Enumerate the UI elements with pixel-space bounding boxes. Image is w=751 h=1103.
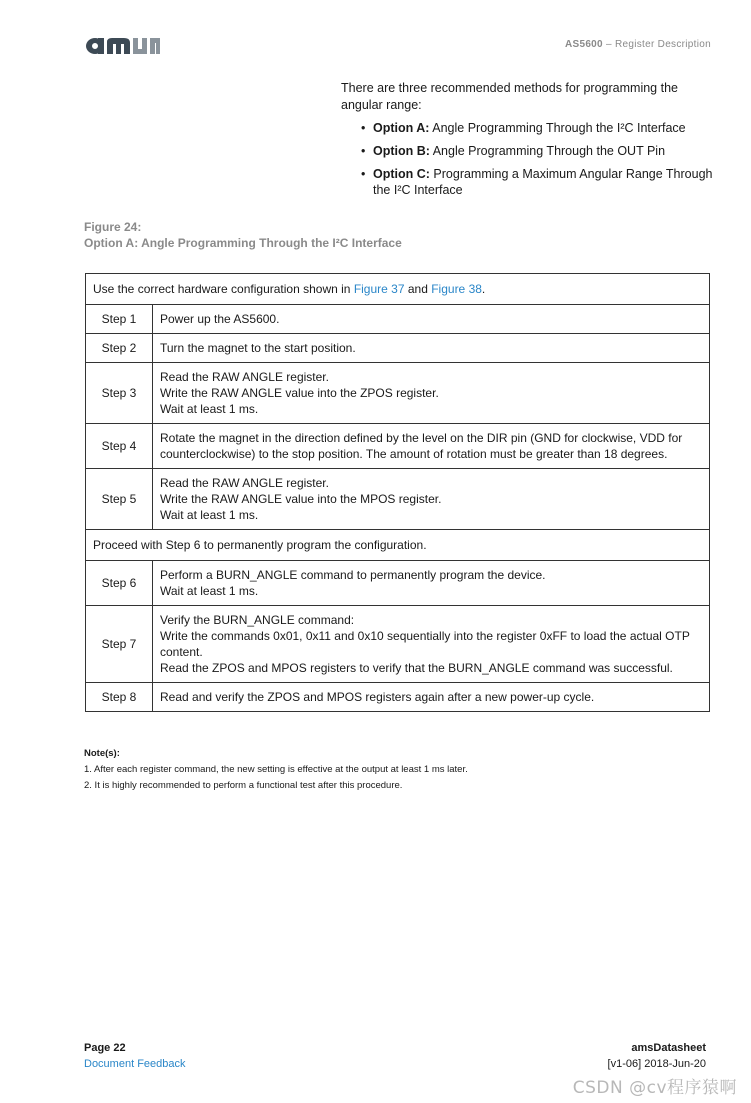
notes-section [84,746,468,794]
step-description [153,334,710,363]
step-line: Power up the AS5600. [160,312,280,326]
option-item [355,143,721,159]
product-name: AS5600 [564,39,603,50]
step-label: Step 6 [86,561,153,606]
option-text: Programming a Maximum Angular Range Through the I²C Interface [373,167,713,197]
step-description [153,305,710,334]
bullet-icon: • [361,167,366,181]
step-description [153,424,710,469]
note-item: 1. After each register command, the new setting is effective at the output at least 1 ms later. [84,764,468,775]
document-title [565,39,711,50]
option-text: Angle Programming Through the OUT Pin [429,144,666,158]
option-item [355,166,721,198]
step-label: Step 2 [86,334,153,363]
version-date: [v1-06] 2018-Jun-20 [607,1058,706,1070]
table-row [86,606,710,683]
cell-text: . [481,282,486,296]
step-line: Read the RAW ANGLE register. [160,476,329,490]
step-description [153,606,710,683]
step-description [153,469,710,530]
options-list [341,120,721,198]
step-line: Turn the magnet to the start position. [160,341,356,355]
watermark: CSDN @cv程序猿啊 [572,1078,737,1098]
step-description [153,561,710,606]
step-description [153,363,710,424]
table-row [86,363,710,424]
step-line: Write the commands 0x01, 0x11 and 0x10 sequentially into the register 0xFF to load the actual OTP content. [160,629,690,659]
table-row [86,274,710,305]
table-row [86,530,710,561]
step-label: Step 5 [86,469,153,530]
step-line: Verify the BURN_ANGLE command: [160,613,355,627]
table-row [86,424,710,469]
figure-caption [84,219,402,251]
intro-section [341,80,721,205]
step-line: Rotate the magnet in the direction defined by the level on the DIR pin (GND for clockwise, VDD for counterclockwise) to the stop position. The amount of rotation must be greater than 18 degrees. [160,431,683,461]
section-name: Register Description [614,39,711,50]
step-label: Step 4 [86,424,153,469]
cell-text: and [404,282,432,296]
step-description [153,683,710,712]
step-line: Write the RAW ANGLE value into the MPOS register. [160,492,442,506]
step-label: Step 1 [86,305,153,334]
table-row [86,334,710,363]
step-label: Step 7 [86,606,153,683]
table-row [86,469,710,530]
table-row [86,305,710,334]
table-row [86,683,710,712]
cell-text: Use the correct hardware configuration shown in [93,282,354,296]
option-label: Option A: [373,121,430,135]
option-label: Option B: [373,144,430,158]
option-text: Angle Programming Through the I²C Interface [429,121,686,135]
hardware-config-cell [86,274,710,305]
proceed-cell: Proceed with Step 6 to permanently program the configuration. [86,530,710,561]
title-separator: – [602,39,615,50]
document-feedback-link[interactable]: Document Feedback [84,1058,186,1070]
option-label: Option C: [373,167,430,181]
footer-right [608,1040,706,1072]
step-line: Wait at least 1 ms. [160,402,259,416]
step-line: Wait at least 1 ms. [160,584,259,598]
table-row [86,561,710,606]
page-number: Page 22 [84,1042,126,1054]
ams-logo [84,30,176,60]
figure-38-link[interactable]: Figure 38 [431,282,482,296]
figure-37-link[interactable]: Figure 37 [353,282,405,296]
step-line: Read the RAW ANGLE register. [160,370,329,384]
step-label: Step 8 [86,683,153,712]
notes-title: Note(s): [84,748,120,759]
option-item [355,120,721,136]
figure-title: Option A: Angle Programming Through the I²C Interface [84,236,402,250]
bullet-icon: • [361,144,366,158]
step-label: Step 3 [86,363,153,424]
note-item: 2. It is highly recommended to perform a functional test after this procedure. [84,780,403,791]
programming-steps-table [85,273,710,712]
step-line: Perform a BURN_ANGLE command to permanently program the device. [160,568,546,582]
step-line: Write the RAW ANGLE value into the ZPOS register. [160,386,439,400]
step-line: Read and verify the ZPOS and MPOS registers again after a new power-up cycle. [160,690,595,704]
step-line: Read the ZPOS and MPOS registers to verify that the BURN_ANGLE command was successful. [160,661,673,675]
bullet-icon: • [361,121,366,135]
step-line: Wait at least 1 ms. [160,508,259,522]
footer-left [84,1040,186,1072]
datasheet-label: amsDatasheet [631,1042,706,1054]
intro-paragraph: There are three recommended methods for programming the angular range: [341,81,678,112]
figure-number: Figure 24: [84,220,142,234]
